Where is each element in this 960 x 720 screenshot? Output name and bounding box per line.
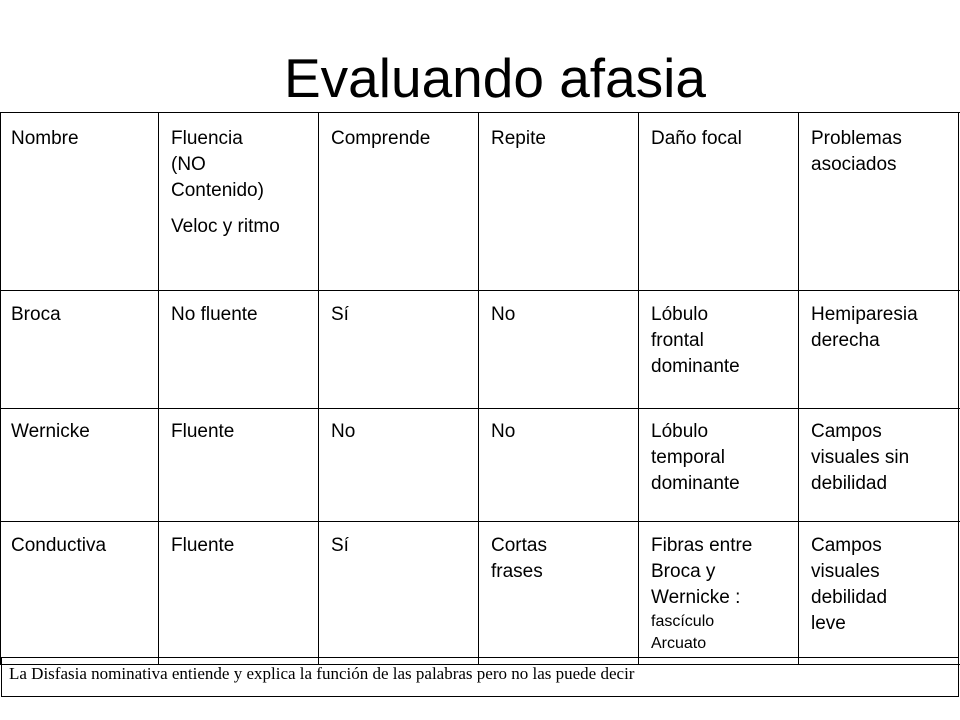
cell-broca-repite: No: [491, 304, 516, 325]
header-fluencia-extra: Veloc y ritmo: [171, 216, 280, 237]
header-nombre: Nombre: [11, 128, 79, 149]
header-problemas: Problemas asociados: [811, 128, 902, 175]
cell-conductiva-repite: Cortas frases: [491, 535, 547, 582]
header-dano-focal: Daño focal: [651, 128, 742, 149]
cell-conductiva-comprende: Sí: [331, 535, 349, 556]
cell-wernicke-fluencia: Fluente: [171, 421, 235, 442]
table-col-divider: [478, 112, 479, 665]
table-row-divider: [0, 290, 960, 291]
table-border-left: [0, 112, 1, 665]
cell-broca-comprende: Sí: [331, 304, 349, 325]
page-title: Evaluando afasia: [284, 47, 706, 109]
cell-wernicke-nombre: Wernicke: [11, 421, 90, 442]
cell-wernicke-repite: No: [491, 421, 516, 442]
header-fluencia: [171, 126, 280, 240]
cell-broca-nombre: Broca: [11, 304, 61, 325]
footnote-box: [1, 657, 959, 697]
cell-wernicke-problemas: Campos visuales sin debilidad: [811, 421, 910, 494]
table-col-divider: [158, 112, 159, 665]
cell-conductiva-dano: Fibras entre Broca y Wernicke : fascículo Arcuato: [651, 535, 753, 652]
table-border-top: [0, 112, 960, 113]
cell-broca-problemas: Hemiparesia derecha: [811, 304, 918, 351]
header-repite: Repite: [491, 128, 546, 149]
footnote-text: La Disfasia nominativa entiende y explica la función de las palabras pero no las puede decir: [9, 664, 635, 683]
table-col-divider: [638, 112, 639, 665]
cell-broca-dano: Lóbulo frontal dominante: [651, 304, 740, 377]
cell-conductiva-nombre: Conductiva: [11, 535, 107, 556]
table-col-divider: [798, 112, 799, 665]
table-col-divider: [318, 112, 319, 665]
header-fluencia-text: Fluencia (NO Contenido): [171, 128, 264, 201]
cell-conductiva-fluencia: Fluente: [171, 535, 235, 556]
cell-wernicke-comprende: No: [331, 421, 356, 442]
table-row-divider: [0, 408, 960, 409]
header-comprende: Comprende: [331, 128, 431, 149]
cell-broca-fluencia: No fluente: [171, 304, 258, 325]
table-border-right: [958, 112, 959, 665]
table-row-divider: [0, 521, 960, 522]
cell-wernicke-dano: Lóbulo temporal dominante: [651, 421, 740, 494]
cell-conductiva-problemas: Campos visuales debilidad leve: [811, 535, 888, 634]
